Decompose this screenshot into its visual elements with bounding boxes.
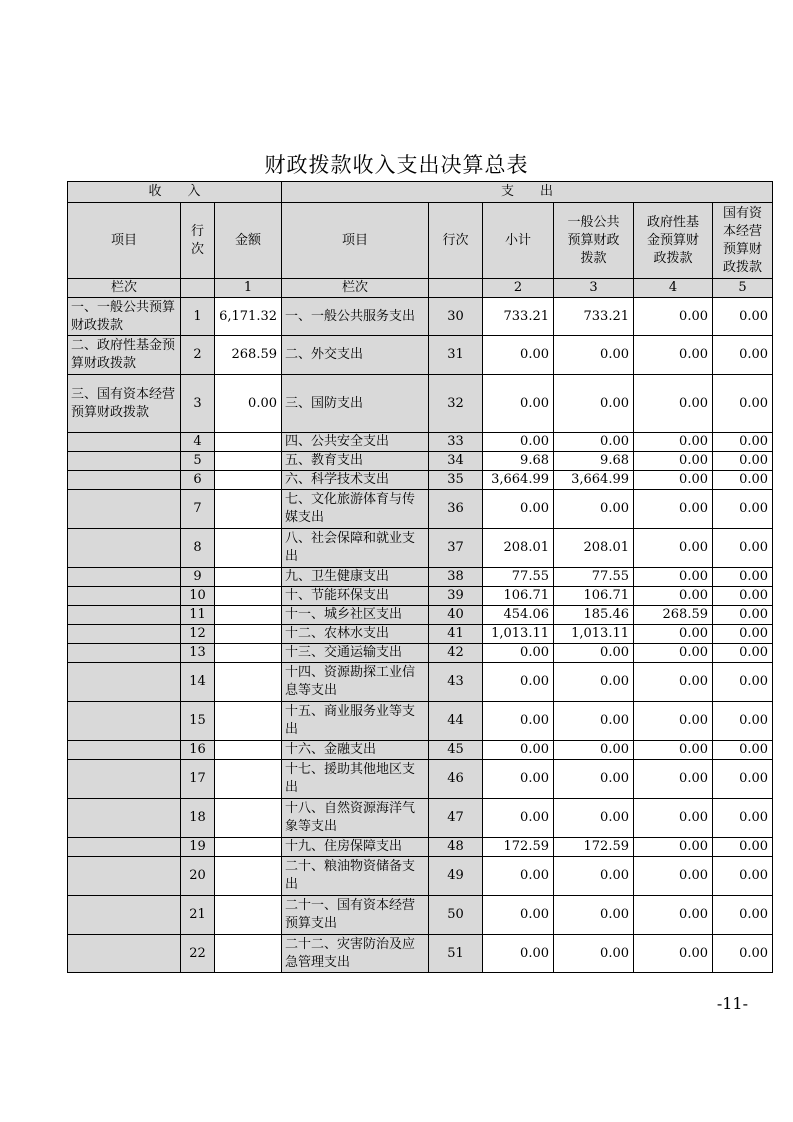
expense-row-cell: 41: [429, 625, 483, 644]
lanci-5: 5: [713, 279, 773, 298]
general-budget-cell: 0.00: [554, 663, 634, 702]
gov-fund-cell: 0.00: [634, 529, 713, 568]
general-budget-cell: 0.00: [554, 336, 634, 375]
general-budget-cell: 0.00: [554, 857, 634, 896]
expense-item-cell: 十二、农林水支出: [282, 625, 429, 644]
table-row: [68, 336, 773, 375]
gov-fund-cell: 0.00: [634, 702, 713, 741]
income-amount-cell: [215, 663, 282, 702]
income-row-cell: 20: [181, 857, 215, 896]
expense-item-cell: 三、国防支出: [282, 375, 429, 433]
state-capital-cell: 0.00: [713, 838, 773, 857]
gov-fund-cell: 0.00: [634, 452, 713, 471]
subtotal-cell: 454.06: [483, 606, 554, 625]
expense-row-cell: 44: [429, 702, 483, 741]
income-amount-cell: 268.59: [215, 336, 282, 375]
income-item-cell: [68, 606, 181, 625]
expense-item-cell: 十八、自然资源海洋气象等支出: [282, 799, 429, 838]
table-row: [68, 625, 773, 644]
income-item-cell: [68, 663, 181, 702]
gov-fund-cell: 0.00: [634, 587, 713, 606]
income-item-cell: [68, 702, 181, 741]
income-row-cell: 6: [181, 471, 215, 490]
income-row-cell: 19: [181, 838, 215, 857]
general-budget-cell: 0.00: [554, 433, 634, 452]
subtotal-cell: 3,664.99: [483, 471, 554, 490]
col-subtotal: 小计: [483, 203, 554, 279]
expense-item-cell: 八、社会保障和就业支出: [282, 529, 429, 568]
expense-item-cell: 十五、商业服务业等支出: [282, 702, 429, 741]
income-amount-cell: [215, 644, 282, 663]
income-item-cell: [68, 529, 181, 568]
expense-row-cell: 48: [429, 838, 483, 857]
general-budget-cell: 733.21: [554, 298, 634, 336]
income-item-cell: [68, 857, 181, 896]
col-amount: 金额: [215, 203, 282, 279]
state-capital-cell: 0.00: [713, 587, 773, 606]
state-capital-cell: 0.00: [713, 857, 773, 896]
income-item-cell: 三、国有资本经营预算财政拨款: [68, 375, 181, 433]
income-row-cell: 16: [181, 741, 215, 760]
gov-fund-cell: 0.00: [634, 471, 713, 490]
general-budget-cell: 185.46: [554, 606, 634, 625]
subtotal-cell: 106.71: [483, 587, 554, 606]
income-amount-cell: 0.00: [215, 375, 282, 433]
gov-fund-cell: 0.00: [634, 298, 713, 336]
col-item: 项目: [68, 203, 181, 279]
lanci-empty: [181, 279, 215, 298]
income-item-cell: [68, 452, 181, 471]
expense-item-cell: 二、外交支出: [282, 336, 429, 375]
income-item-cell: [68, 935, 181, 973]
subtotal-cell: 0.00: [483, 663, 554, 702]
income-row-cell: 2: [181, 336, 215, 375]
subtotal-cell: 0.00: [483, 799, 554, 838]
subtotal-cell: 9.68: [483, 452, 554, 471]
lanci-4: 4: [634, 279, 713, 298]
income-item-cell: 一、一般公共预算财政拨款: [68, 298, 181, 336]
income-amount-cell: [215, 606, 282, 625]
col-state-capital: 国有资 本经营 预算财 政拨款: [713, 203, 773, 279]
income-amount-cell: [215, 838, 282, 857]
income-row-cell: 18: [181, 799, 215, 838]
general-budget-cell: 0.00: [554, 935, 634, 973]
subtotal-cell: 733.21: [483, 298, 554, 336]
table-row: [68, 741, 773, 760]
expense-item-cell: 五、教育支出: [282, 452, 429, 471]
general-budget-cell: 0.00: [554, 375, 634, 433]
expense-row-cell: 43: [429, 663, 483, 702]
table-row: [68, 702, 773, 741]
subtotal-cell: 0.00: [483, 490, 554, 529]
subtotal-cell: 0.00: [483, 935, 554, 973]
col-general: 一般公共 预算财政 拨款: [554, 203, 634, 279]
general-budget-cell: 0.00: [554, 896, 634, 935]
gov-fund-cell: 0.00: [634, 336, 713, 375]
expense-item-cell: 十九、住房保障支出: [282, 838, 429, 857]
state-capital-cell: 0.00: [713, 433, 773, 452]
section-header-row: [68, 182, 773, 203]
table-row: [68, 799, 773, 838]
income-amount-cell: [215, 471, 282, 490]
gov-fund-cell: 0.00: [634, 838, 713, 857]
income-amount-cell: [215, 857, 282, 896]
table-row: [68, 896, 773, 935]
state-capital-cell: 0.00: [713, 741, 773, 760]
expense-item-cell: 二十、粮油物资储备支出: [282, 857, 429, 896]
expense-item-cell: 十、节能环保支出: [282, 587, 429, 606]
income-amount-cell: [215, 490, 282, 529]
expense-item-cell: 十七、援助其他地区支出: [282, 760, 429, 799]
subtotal-cell: 0.00: [483, 375, 554, 433]
gov-fund-cell: 0.00: [634, 644, 713, 663]
state-capital-cell: 0.00: [713, 568, 773, 587]
income-amount-cell: [215, 741, 282, 760]
lanci-label2: 栏次: [282, 279, 429, 298]
general-budget-cell: 1,013.11: [554, 625, 634, 644]
income-amount-cell: [215, 625, 282, 644]
state-capital-cell: 0.00: [713, 452, 773, 471]
general-budget-cell: 3,664.99: [554, 471, 634, 490]
income-row-cell: 5: [181, 452, 215, 471]
lanci-empty2: [429, 279, 483, 298]
expense-row-cell: 33: [429, 433, 483, 452]
income-amount-cell: [215, 433, 282, 452]
expense-row-cell: 36: [429, 490, 483, 529]
state-capital-cell: 0.00: [713, 606, 773, 625]
income-item-cell: [68, 568, 181, 587]
income-row-cell: 4: [181, 433, 215, 452]
expense-item-cell: 十三、交通运输支出: [282, 644, 429, 663]
state-capital-cell: 0.00: [713, 298, 773, 336]
gov-fund-cell: 0.00: [634, 433, 713, 452]
general-budget-cell: 0.00: [554, 760, 634, 799]
income-row-cell: 3: [181, 375, 215, 433]
table-row: [68, 935, 773, 973]
lanci-row: [68, 279, 773, 298]
income-item-cell: [68, 433, 181, 452]
general-budget-cell: 0.00: [554, 702, 634, 741]
subtotal-cell: 1,013.11: [483, 625, 554, 644]
table-row: [68, 433, 773, 452]
general-budget-cell: 0.00: [554, 490, 634, 529]
table-row: [68, 471, 773, 490]
income-row-cell: 17: [181, 760, 215, 799]
state-capital-cell: 0.00: [713, 375, 773, 433]
page-number: -11-: [716, 994, 748, 1013]
col-row2: 行次: [429, 203, 483, 279]
income-row-cell: 22: [181, 935, 215, 973]
expense-row-cell: 39: [429, 587, 483, 606]
expense-item-cell: 十四、资源勘探工业信息等支出: [282, 663, 429, 702]
expense-row-cell: 47: [429, 799, 483, 838]
state-capital-cell: 0.00: [713, 799, 773, 838]
income-row-cell: 13: [181, 644, 215, 663]
income-item-cell: [68, 741, 181, 760]
col-row: 行 次: [181, 203, 215, 279]
income-amount-cell: [215, 587, 282, 606]
subtotal-cell: 0.00: [483, 336, 554, 375]
gov-fund-cell: 0.00: [634, 375, 713, 433]
subtotal-cell: 0.00: [483, 702, 554, 741]
expense-row-cell: 30: [429, 298, 483, 336]
income-item-cell: [68, 471, 181, 490]
gov-fund-cell: 0.00: [634, 625, 713, 644]
table-row: [68, 452, 773, 471]
lanci-3: 3: [554, 279, 634, 298]
subtotal-cell: 0.00: [483, 857, 554, 896]
subtotal-cell: 0.00: [483, 644, 554, 663]
table-row: [68, 857, 773, 896]
table-row: [68, 606, 773, 625]
expense-row-cell: 34: [429, 452, 483, 471]
general-budget-cell: 106.71: [554, 587, 634, 606]
expense-item-cell: 四、公共安全支出: [282, 433, 429, 452]
income-amount-cell: [215, 896, 282, 935]
general-budget-cell: 0.00: [554, 741, 634, 760]
general-budget-cell: 77.55: [554, 568, 634, 587]
income-item-cell: [68, 587, 181, 606]
column-header-row: [68, 203, 773, 279]
expense-row-cell: 40: [429, 606, 483, 625]
gov-fund-cell: 0.00: [634, 568, 713, 587]
expense-row-cell: 42: [429, 644, 483, 663]
income-row-cell: 12: [181, 625, 215, 644]
lanci-2: 2: [483, 279, 554, 298]
income-row-cell: 21: [181, 896, 215, 935]
gov-fund-cell: 0.00: [634, 760, 713, 799]
income-amount-cell: [215, 452, 282, 471]
income-row-cell: 1: [181, 298, 215, 336]
expense-item-cell: 二十二、灾害防治及应急管理支出: [282, 935, 429, 973]
expense-item-cell: 六、科学技术支出: [282, 471, 429, 490]
income-item-cell: [68, 799, 181, 838]
subtotal-cell: 208.01: [483, 529, 554, 568]
state-capital-cell: 0.00: [713, 336, 773, 375]
table-row: [68, 298, 773, 336]
gov-fund-cell: 0.00: [634, 935, 713, 973]
expense-row-cell: 51: [429, 935, 483, 973]
state-capital-cell: 0.00: [713, 529, 773, 568]
expense-row-cell: 46: [429, 760, 483, 799]
general-budget-cell: 9.68: [554, 452, 634, 471]
gov-fund-cell: 0.00: [634, 799, 713, 838]
subtotal-cell: 0.00: [483, 433, 554, 452]
income-amount-cell: [215, 568, 282, 587]
income-item-cell: 二、政府性基金预算财政拨款: [68, 336, 181, 375]
table-row: [68, 568, 773, 587]
income-item-cell: [68, 760, 181, 799]
expense-item-cell: 二十一、国有资本经营预算支出: [282, 896, 429, 935]
expense-row-cell: 37: [429, 529, 483, 568]
subtotal-cell: 0.00: [483, 741, 554, 760]
expense-item-cell: 九、卫生健康支出: [282, 568, 429, 587]
income-amount-cell: [215, 760, 282, 799]
state-capital-cell: 0.00: [713, 760, 773, 799]
income-row-cell: 8: [181, 529, 215, 568]
general-budget-cell: 172.59: [554, 838, 634, 857]
state-capital-cell: 0.00: [713, 896, 773, 935]
income-row-cell: 15: [181, 702, 215, 741]
gov-fund-cell: 0.00: [634, 896, 713, 935]
income-row-cell: 14: [181, 663, 215, 702]
gov-fund-cell: 0.00: [634, 857, 713, 896]
table-row: [68, 490, 773, 529]
income-item-cell: [68, 644, 181, 663]
expense-row-cell: 32: [429, 375, 483, 433]
subtotal-cell: 0.00: [483, 896, 554, 935]
state-capital-cell: 0.00: [713, 644, 773, 663]
income-header: 收 入: [68, 182, 282, 203]
income-row-cell: 10: [181, 587, 215, 606]
table-row: [68, 760, 773, 799]
subtotal-cell: 0.00: [483, 760, 554, 799]
gov-fund-cell: 268.59: [634, 606, 713, 625]
budget-summary-table: [67, 181, 773, 973]
gov-fund-cell: 0.00: [634, 663, 713, 702]
state-capital-cell: 0.00: [713, 490, 773, 529]
expense-item-cell: 七、文化旅游体育与传媒支出: [282, 490, 429, 529]
general-budget-cell: 0.00: [554, 799, 634, 838]
state-capital-cell: 0.00: [713, 663, 773, 702]
subtotal-cell: 77.55: [483, 568, 554, 587]
income-row-cell: 7: [181, 490, 215, 529]
expense-row-cell: 49: [429, 857, 483, 896]
state-capital-cell: 0.00: [713, 702, 773, 741]
page-title: 财政拨款收入支出决算总表: [264, 153, 529, 177]
table-row: [68, 375, 773, 433]
expense-row-cell: 38: [429, 568, 483, 587]
state-capital-cell: 0.00: [713, 935, 773, 973]
state-capital-cell: 0.00: [713, 471, 773, 490]
expense-item-cell: 十六、金融支出: [282, 741, 429, 760]
income-item-cell: [68, 490, 181, 529]
table-row: [68, 587, 773, 606]
subtotal-cell: 172.59: [483, 838, 554, 857]
expense-item-cell: 十一、城乡社区支出: [282, 606, 429, 625]
income-row-cell: 9: [181, 568, 215, 587]
income-amount-cell: [215, 799, 282, 838]
expense-item-cell: 一、一般公共服务支出: [282, 298, 429, 336]
income-amount-cell: [215, 935, 282, 973]
col-gov-fund: 政府性基 金预算财 政拨款: [634, 203, 713, 279]
income-row-cell: 11: [181, 606, 215, 625]
expense-row-cell: 45: [429, 741, 483, 760]
table-row: [68, 644, 773, 663]
expense-row-cell: 31: [429, 336, 483, 375]
gov-fund-cell: 0.00: [634, 741, 713, 760]
expense-header: 支 出: [282, 182, 773, 203]
income-amount-cell: [215, 529, 282, 568]
gov-fund-cell: 0.00: [634, 490, 713, 529]
expense-row-cell: 35: [429, 471, 483, 490]
income-item-cell: [68, 896, 181, 935]
lanci-label: 栏次: [68, 279, 181, 298]
lanci-1: 1: [215, 279, 282, 298]
general-budget-cell: 0.00: [554, 644, 634, 663]
table-row: [68, 529, 773, 568]
table-row: [68, 838, 773, 857]
expense-row-cell: 50: [429, 896, 483, 935]
income-item-cell: [68, 625, 181, 644]
col-item2: 项目: [282, 203, 429, 279]
income-amount-cell: [215, 702, 282, 741]
income-amount-cell: 6,171.32: [215, 298, 282, 336]
table-row: [68, 663, 773, 702]
state-capital-cell: 0.00: [713, 625, 773, 644]
income-item-cell: [68, 838, 181, 857]
general-budget-cell: 208.01: [554, 529, 634, 568]
